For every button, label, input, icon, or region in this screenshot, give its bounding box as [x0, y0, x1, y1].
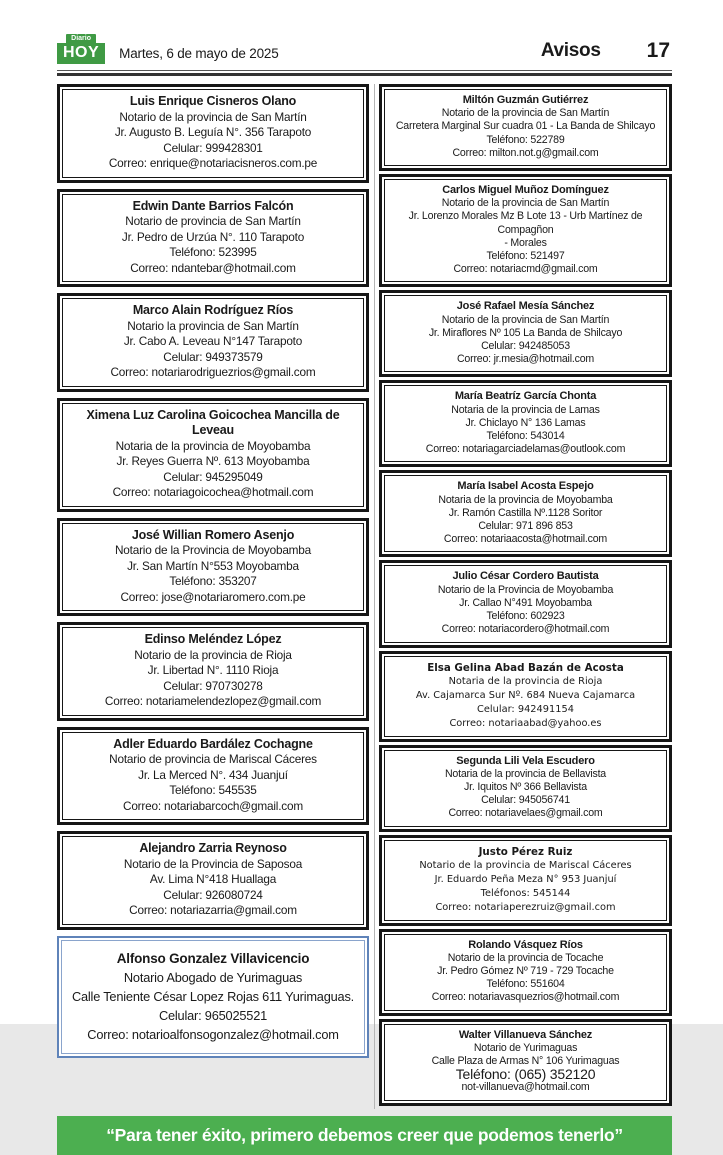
notice-line: Celular: 926080724 — [163, 887, 263, 902]
notice-line: Calle Teniente César Lopez Rojas 611 Yurimaguas. — [71, 988, 355, 1004]
notice-line: Jr. Cabo A. Leveau N°147 Tarapoto — [123, 334, 303, 348]
notice-line: Celular: 942485053 — [481, 340, 570, 353]
notice-line: Correo: notariaacosta@hotmail.com — [443, 533, 608, 546]
notice-box-inner — [384, 385, 667, 462]
notice-box — [57, 293, 369, 392]
notice-line: Jr. Callao N°491 Moyobamba — [459, 596, 592, 609]
right-column — [379, 84, 672, 1109]
notice-line: Notario de la provincia de San Martín — [441, 107, 610, 120]
notice-box-inner — [62, 298, 364, 387]
notary-name: María Beatríz García Chonta — [454, 390, 597, 403]
notary-name: José Willian Romero Asenjo — [131, 527, 295, 542]
notice-box — [57, 84, 369, 183]
notice-line: Calle Plaza de Armas N° 106 Yurimaguas — [431, 1054, 620, 1067]
notice-line: Correo: notariagoicochea@hotmail.com — [112, 485, 314, 499]
notice-line: Celular: 965025521 — [158, 1007, 268, 1023]
notice-box-inner — [384, 475, 667, 552]
notice-line: Correo: jose@notariaromero.com.pe — [120, 589, 306, 604]
notice-box — [379, 470, 672, 557]
logo-hoy-label: HOY — [57, 43, 105, 64]
notice-box-inner — [62, 836, 364, 925]
notice-box-inner — [384, 656, 667, 737]
notice-line: Notario de la Provincia de Moyobamba — [114, 543, 312, 557]
notice-line: Jr. Iquitos Nº 366 Bellavista — [464, 780, 587, 793]
notice-line: Correo: ndantebar@hotmail.com — [130, 260, 296, 275]
notice-line: Correo: notariacordero@hotmail.com — [441, 623, 610, 636]
notice-line: Jr. Eduardo Peña Meza N° 953 Juanjuí — [434, 873, 617, 885]
notice-line: Notario de la provincia de San Martín — [441, 313, 610, 326]
notice-line: Teléfonos: 545144 — [480, 887, 571, 899]
notice-line: Notaria de la provincia de Moyobamba — [115, 438, 311, 453]
notice-line: Celular: 942491154 — [477, 703, 574, 715]
notice-box — [57, 189, 369, 288]
notice-line: Jr. Miraflores Nº 105 La Banda de Shilcayo — [428, 326, 623, 339]
notices-area — [0, 84, 723, 1109]
notice-line: Correo: notariavasquezrios@hotmail.com — [431, 991, 620, 1004]
notice-line: Jr. Chiclayo N° 136 Lamas — [465, 416, 586, 429]
notice-line: Av. Lima N°418 Huallaga — [149, 872, 277, 886]
notice-box — [57, 622, 369, 721]
notice-line: Teléfono: 521497 — [486, 250, 565, 263]
notice-box-inner — [384, 934, 667, 1011]
notice-line: Notario de la provincia de Mariscal Cáceres — [419, 859, 632, 871]
notice-line: Notario de la provincia de Rioja — [134, 647, 292, 662]
notice-line: Notaria de la provincia de Bellavista — [444, 767, 606, 780]
notice-line: Celular: 949373579 — [163, 349, 263, 364]
notary-name: Marco Alain Rodríguez Ríos — [132, 303, 294, 317]
notice-line: Notaria de la provincia de Lamas — [451, 403, 600, 416]
notice-line: - Morales — [504, 236, 547, 249]
notice-box-inner — [384, 565, 667, 642]
notary-name: Luis Enrique Cisneros Olano — [129, 94, 297, 108]
notice-box — [379, 1019, 672, 1106]
notice-line: Correo: milton.not.g@gmail.com — [452, 146, 599, 159]
notice-box — [57, 936, 369, 1058]
notice-line: Correo: notarioalfonsogonzalez@hotmail.com — [87, 1026, 339, 1042]
notice-line: Correo: notariarodriguezrios@gmail.com — [110, 365, 316, 379]
notice-line: Celular: 971 896 853 — [478, 520, 573, 533]
header-rule — [57, 70, 672, 76]
notice-box-inner — [384, 840, 667, 921]
column-divider — [374, 84, 375, 1109]
notice-line: Correo: notariabarcoch@gmail.com — [123, 798, 303, 813]
notice-line: Teléfono: 602923 — [486, 610, 565, 623]
notice-line: Correo: notariazarria@gmail.com — [129, 903, 297, 917]
notice-box-inner — [62, 89, 364, 178]
notice-line: Correo: notariaabad@yahoo.es — [449, 717, 602, 729]
notice-line: Notario Abogado de Yurimaguas — [123, 969, 303, 985]
notary-name: Ximena Luz Carolina Goicochea Mancilla de Leveau — [86, 407, 340, 437]
notice-box-inner — [384, 179, 667, 282]
notary-name: Justo Pérez Ruiz — [478, 845, 573, 858]
notice-line: Correo: jr.mesia@hotmail.com — [456, 353, 595, 366]
notice-box — [57, 398, 369, 512]
notice-line: Correo: notariagarciadelamas@outlook.com — [425, 443, 626, 456]
page-number: 17 — [646, 39, 670, 62]
notice-line: Celular: 945295049 — [163, 469, 263, 484]
notice-box-inner — [62, 627, 364, 716]
notice-line: Correo: notariavelaes@gmail.com — [448, 807, 603, 820]
notary-name: Elsa Gelina Abad Bazán de Acosta — [427, 661, 624, 674]
notice-box — [379, 745, 672, 832]
notice-line: Correo: enrique@notariacisneros.com.pe — [108, 156, 318, 170]
notice-line: Correo: notariacmd@gmail.com — [453, 263, 598, 276]
notice-line: Jr. Lorenzo Morales Mz B Lote 13 - Urb Martínez de Compagñon — [408, 210, 643, 236]
notice-line: Celular: 970730278 — [163, 678, 263, 693]
notary-name: Segunda Lili Vela Escudero — [456, 754, 595, 767]
notice-line: Teléfono: 545535 — [169, 783, 257, 797]
notice-line: Av. Cajamarca Sur Nº. 684 Nueva Cajamarca — [415, 689, 636, 701]
notice-box — [379, 835, 672, 926]
notice-line: Notario de provincia de Mariscal Cáceres — [109, 752, 317, 766]
issue-date: Martes, 6 de mayo de 2025 — [119, 46, 279, 61]
notice-box — [379, 560, 672, 647]
notice-line: Jr. Libertad N°. 1110 Rioja — [147, 663, 279, 677]
notice-box — [57, 727, 369, 826]
notice-line: Notario de provincia de San Martín — [125, 214, 301, 228]
notice-line: Celular: 945056741 — [481, 794, 570, 807]
notice-line: Jr. Reyes Guerra Nº. 613 Moyobamba — [116, 454, 310, 468]
notice-line: Jr. Pedro Gómez Nº 719 - 729 Tocache — [437, 964, 614, 977]
section-title: Avisos — [540, 40, 601, 61]
notice-line: Notaria de la provincia de Rioja — [448, 675, 603, 687]
notice-line: Notario de la provincia de San Martín — [119, 109, 307, 124]
notice-box-inner — [384, 1024, 667, 1101]
notary-name: Julio César Cordero Bautista — [452, 570, 599, 583]
notary-name: Adler Eduardo Bardález Cochagne — [113, 736, 313, 751]
notice-box-inner — [61, 940, 365, 1054]
notice-box-inner — [62, 732, 364, 821]
notice-box — [57, 518, 369, 617]
notice-line: Teléfono: 522789 — [486, 133, 565, 146]
notice-box-inner — [62, 194, 364, 283]
notary-name: Walter Villanueva Sánchez — [458, 1028, 593, 1041]
notary-name: Carlos Miguel Muñoz Domínguez — [442, 184, 609, 197]
notice-line: Teléfono: (065) 352120 — [455, 1066, 596, 1083]
notice-line: Notaria de la provincia de Moyobamba — [438, 493, 613, 506]
notice-box-inner — [384, 89, 667, 166]
footer-quote-text: “Para tener éxito, primero debemos creer que podemos tenerlo” — [106, 1124, 623, 1145]
notice-box-inner — [384, 750, 667, 827]
notice-line: Teléfono: 523995 — [169, 245, 257, 259]
notice-line: Teléfono: 551604 — [486, 978, 565, 991]
notice-line: Jr. Augusto B. Leguía N°. 356 Tarapoto — [114, 125, 312, 139]
notice-line: Notario de la Provincia de Saposoa — [123, 856, 303, 871]
notice-box — [379, 290, 672, 377]
notice-box — [57, 831, 369, 930]
notice-box — [379, 380, 672, 467]
notice-box — [379, 174, 672, 287]
notary-name: Rolando Vásquez Ríos — [468, 938, 583, 951]
notice-line: Notario de Yurimaguas — [473, 1041, 578, 1054]
notary-name: José Rafael Mesía Sánchez — [456, 300, 595, 313]
notice-line: Correo: notariamelendezlopez@gmail.com — [104, 694, 322, 708]
page-header — [0, 0, 723, 68]
notice-line: Jr. La Merced N°. 434 Juanjuí — [138, 767, 288, 782]
notice-line: Jr. Pedro de Urzúa N°. 110 Tarapoto — [121, 229, 305, 244]
notice-line: Correo: notariaperezruiz@gmail.com — [435, 901, 616, 913]
notice-box-inner — [384, 295, 667, 372]
notary-name: Alejandro Zarria Reynoso — [139, 841, 287, 855]
notice-line: Notario de la provincia de Tocache — [447, 951, 604, 964]
notice-line: Notario de la provincia de San Martín — [441, 197, 610, 210]
notice-line: Carretera Marginal Sur cuadra 01 - La Banda de Shilcayo — [395, 120, 656, 133]
notice-box — [379, 651, 672, 742]
notice-line: Jr. Ramón Castilla Nº.1128 Soritor — [448, 506, 603, 519]
notary-name: María Isabel Acosta Espejo — [457, 480, 594, 493]
notice-line: Teléfono: 543014 — [486, 430, 565, 443]
logo-diario-label: Diario — [66, 34, 96, 43]
left-column — [57, 84, 369, 1058]
notice-line: not-villanueva@hotmail.com — [461, 1081, 590, 1094]
notice-box-inner — [62, 403, 364, 507]
notice-box — [379, 929, 672, 1016]
notary-name: Edwin Dante Barrios Falcón — [132, 198, 294, 213]
notary-name: Miltón Guzmán Gutiérrez — [462, 94, 589, 106]
notice-box-inner — [62, 523, 364, 612]
notice-line: Jr. San Martín N°553 Moyobamba — [127, 558, 299, 573]
notice-line: Notario de la Provincia de Moyobamba — [437, 583, 614, 596]
notice-line: Celular: 999428301 — [163, 140, 263, 155]
notary-name: Edinso Meléndez López — [144, 632, 282, 646]
footer-quote-bar — [57, 1116, 672, 1155]
diario-hoy-logo — [57, 34, 105, 64]
notary-name: Alfonso Gonzalez Villavicencio — [116, 950, 310, 966]
notice-box — [379, 84, 672, 171]
notice-line: Notario la provincia de San Martín — [127, 318, 299, 333]
notice-line: Teléfono: 353207 — [169, 574, 257, 588]
